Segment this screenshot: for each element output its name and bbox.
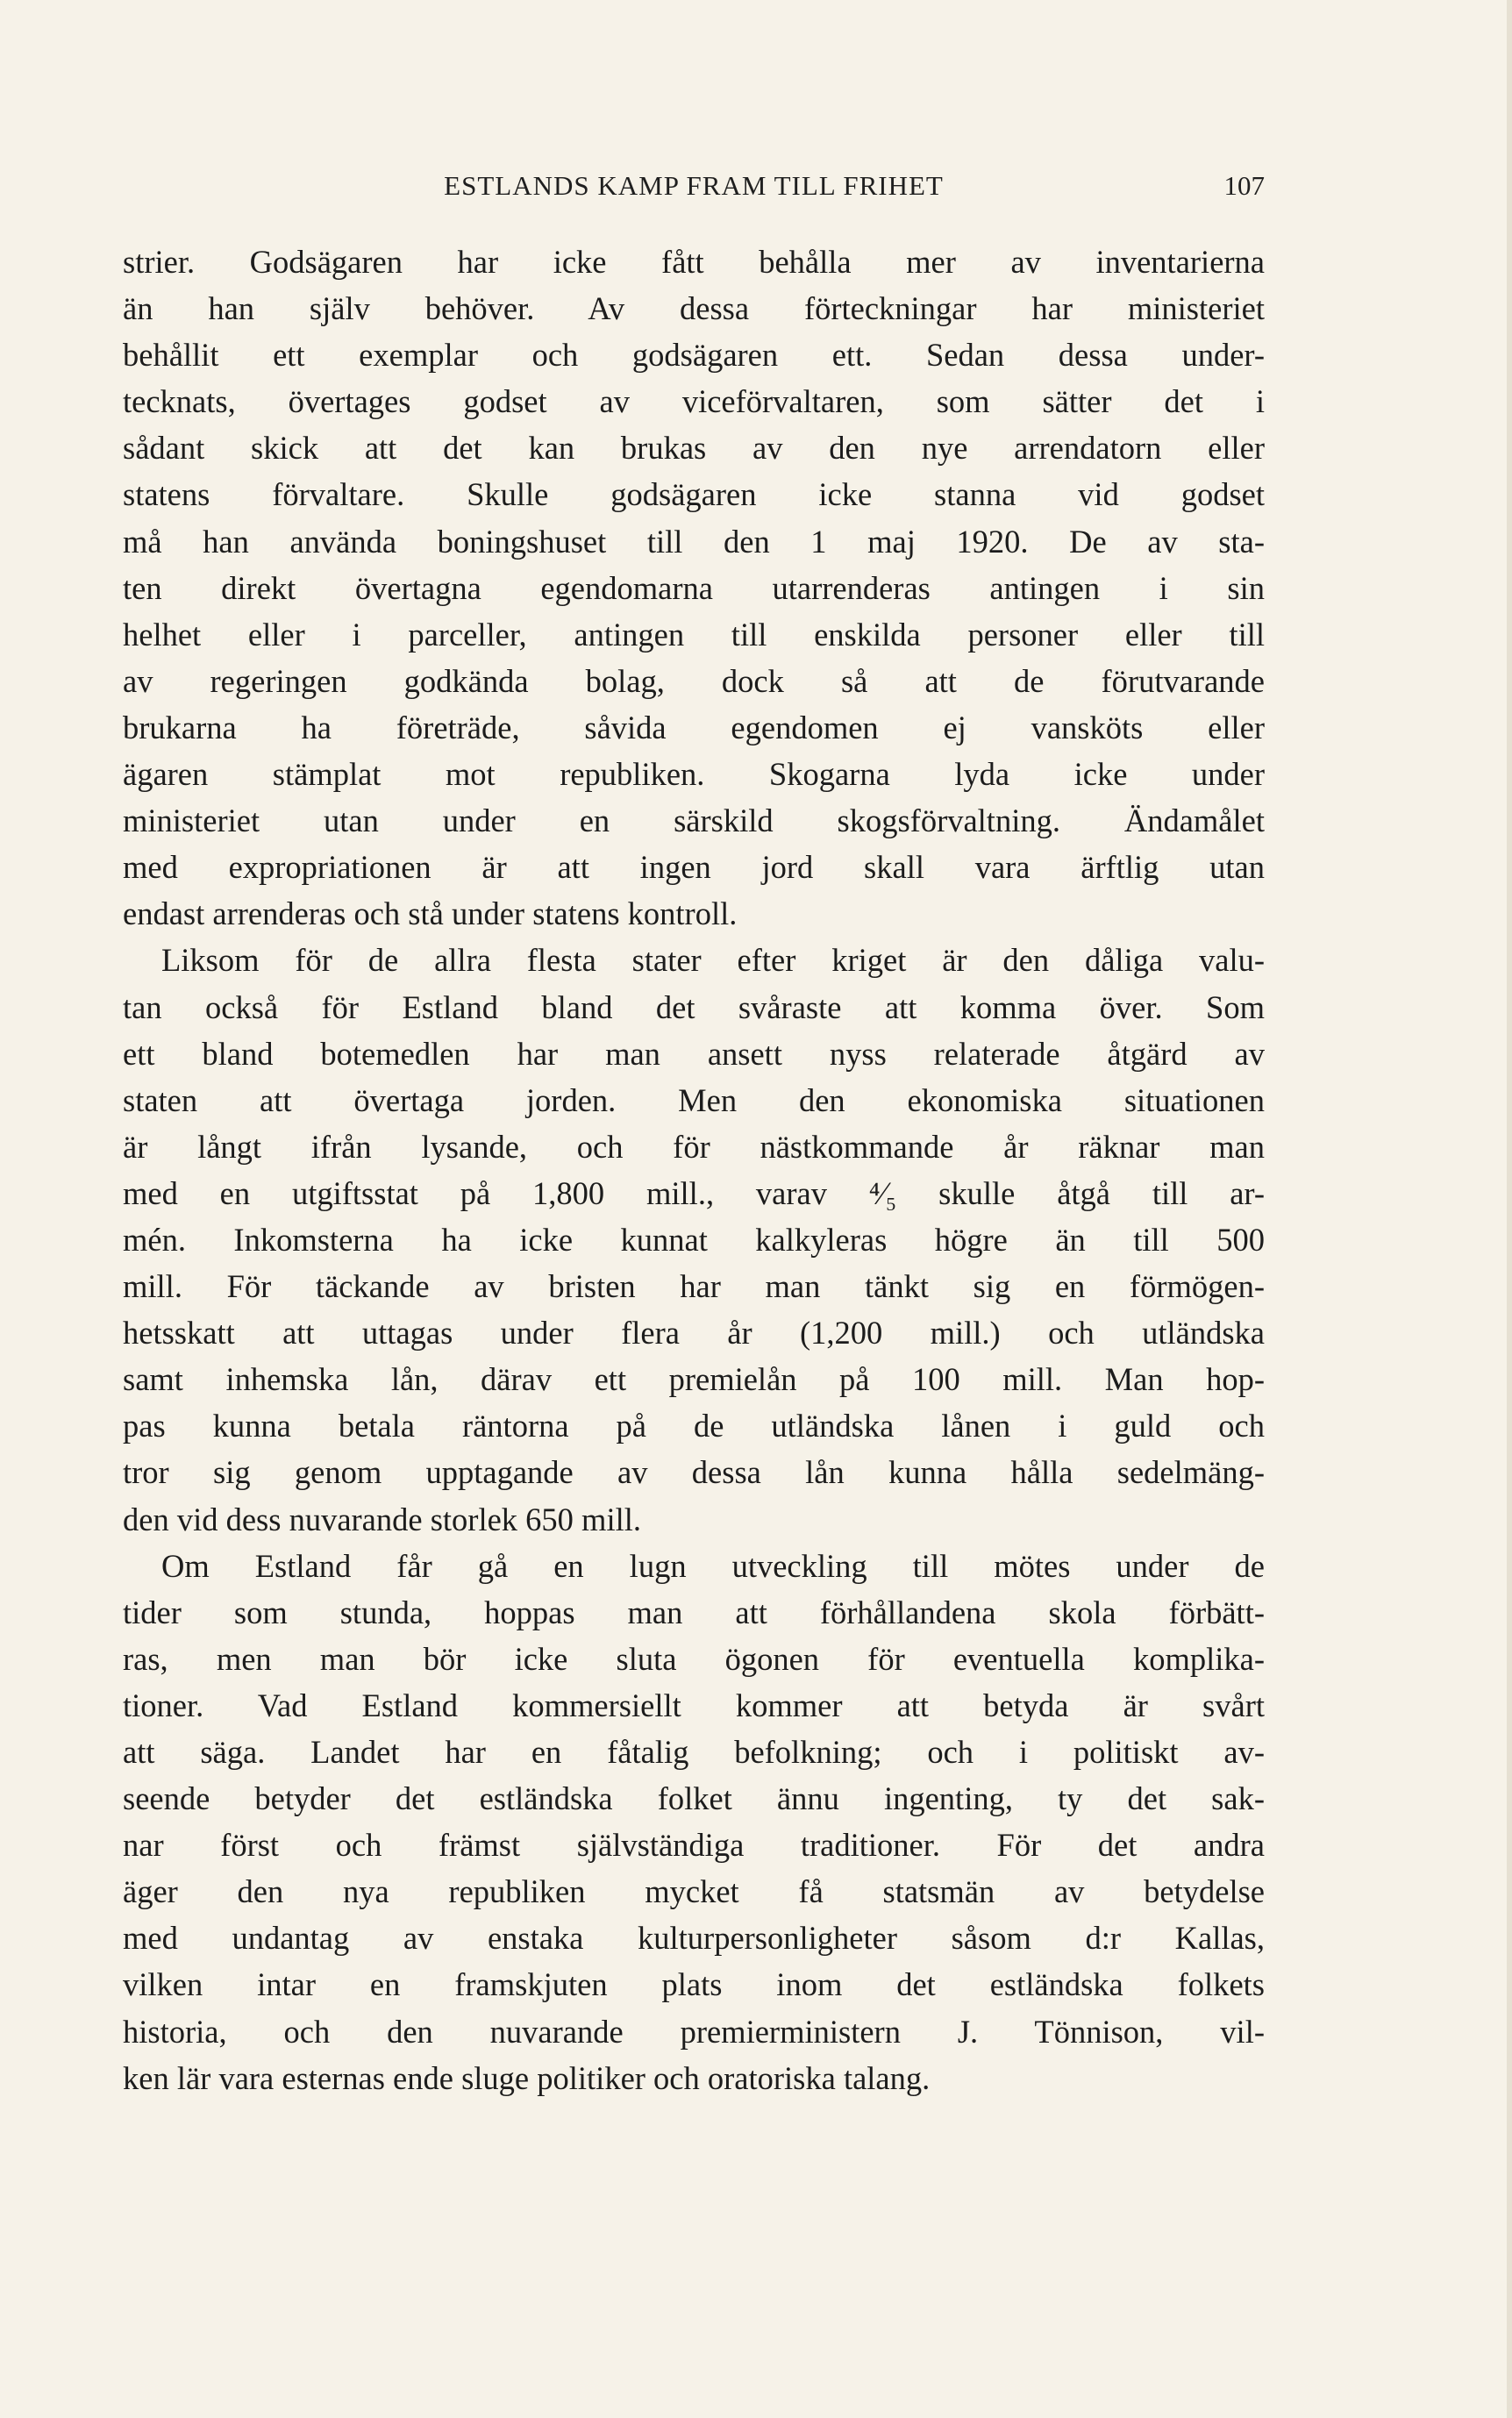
text-line: är långt ifrån lysande, och för nästkommande år räknar man [123, 1128, 1265, 1165]
text-line: den vid dess nuvarande storlek 650 mill. [123, 1501, 641, 1537]
text-line: brukarna ha företräde, såvida egendomen ej vansköts eller [123, 709, 1265, 745]
text-line: att säga. Landet har en fåtalig befolkning; och i politiskt av- [123, 1734, 1265, 1770]
text-line: Liksom för de allra flesta stater efter kriget är den dåliga valu- [161, 942, 1265, 979]
text-line: statens förvaltare. Skulle godsägaren icke stanna vid godset [123, 476, 1265, 513]
text-line: mill. För täckande av bristen har man tänkt sig en förmögen- [123, 1268, 1265, 1305]
text-line: tecknats, övertages godset av viceförvaltaren, som sätter det i [123, 383, 1265, 420]
text-line: tan också för Estland bland det svåraste att komma över. Som [123, 988, 1265, 1025]
text-line: än han själv behöver. Av dessa förteckningar har ministeriet [123, 290, 1265, 327]
text-line: pas kunna betala räntorna på de utländska lånen i guld och [123, 1408, 1265, 1444]
text-line: ministeriet utan under en särskild skogsförvaltning. Ändamålet [123, 802, 1265, 839]
text-line: behållit ett exemplar och godsägaren ett. Sedan dessa under- [123, 337, 1265, 374]
text-line: samt inhemska lån, därav ett premielån på 100 mill. Man hop- [123, 1361, 1265, 1398]
text-line: ten direkt övertagna egendomarna utarrenderas antingen i sin [123, 569, 1265, 606]
text-line: med expropriationen är att ingen jord skall vara ärftlig utan [123, 849, 1265, 886]
text-line: strier. Godsägaren har icke fått behålla mer av inventarierna [123, 244, 1265, 280]
text-line: mén. Inkomsterna ha icke kunnat kalkyleras högre än till 500 [123, 1221, 1265, 1258]
text-line: Om Estland får gå en lugn utveckling till mötes under de [161, 1547, 1265, 1584]
page-edge [1507, 0, 1512, 2418]
paragraph [123, 239, 1265, 937]
text-line: endast arrenderas och stå under statens kontroll. [123, 895, 738, 932]
text-line: må han använda boningshuset till den 1 maj 1920. De av sta- [123, 523, 1265, 560]
body-text [123, 239, 1265, 2101]
paragraph [123, 937, 1265, 1542]
text-line: av regeringen godkända bolag, dock så att de förutvarande [123, 662, 1265, 699]
text-line: vilken intar en framskjuten plats inom det estländska folkets [123, 1966, 1265, 2003]
text-line: sådant skick att det kan brukas av den nye arrendatorn eller [123, 430, 1265, 467]
text-line: ras, men man bör icke sluta ögonen för eventuella komplika- [123, 1640, 1265, 1677]
text-line: med undantag av enstaka kulturpersonligheter såsom d:r Kallas, [123, 1920, 1265, 1957]
text-line: tioner. Vad Estland kommersiellt kommer att betyda är svårt [123, 1687, 1265, 1723]
text-line: staten att övertaga jorden. Men den ekonomiska situationen [123, 1081, 1265, 1118]
text-line: tror sig genom upptagande av dessa lån kunna hålla sedelmäng- [123, 1454, 1265, 1491]
page-number: 107 [1223, 170, 1265, 201]
text-line: historia, och den nuvarande premierministern J. Tönnison, vil- [123, 2013, 1265, 2050]
paragraph [123, 1543, 1265, 2101]
text-line: ägaren stämplat mot republiken. Skogarna lyda icke under [123, 756, 1265, 793]
page-header [123, 168, 1265, 212]
text-line: hetsskatt att uttagas under flera år (1,200 mill.) och utländska [123, 1315, 1265, 1352]
text-line: ken lär vara esternas ende sluge politiker och oratoriska talang. [123, 2059, 931, 2096]
text-line: äger den nya republiken mycket få statsmän av betydelse [123, 1873, 1265, 1910]
text-line: nar först och främst självständiga traditioner. För det andra [123, 1827, 1265, 1864]
text-line: tider som stunda, hoppas man att förhållandena skola förbätt- [123, 1594, 1265, 1630]
text-line: ett bland botemedlen har man ansett nyss relaterade åtgärd av [123, 1035, 1265, 1072]
running-head: ESTLANDS KAMP FRAM TILL FRIHET [444, 170, 944, 201]
text-line: helhet eller i parceller, antingen till enskilda personer eller till [123, 616, 1265, 653]
text-line: seende betyder det estländska folket ännu ingenting, ty det sak- [123, 1780, 1265, 1817]
text-line: med en utgiftsstat på 1,800 mill., varav ⁴⁄₅ skulle åtgå till ar- [123, 1174, 1265, 1211]
